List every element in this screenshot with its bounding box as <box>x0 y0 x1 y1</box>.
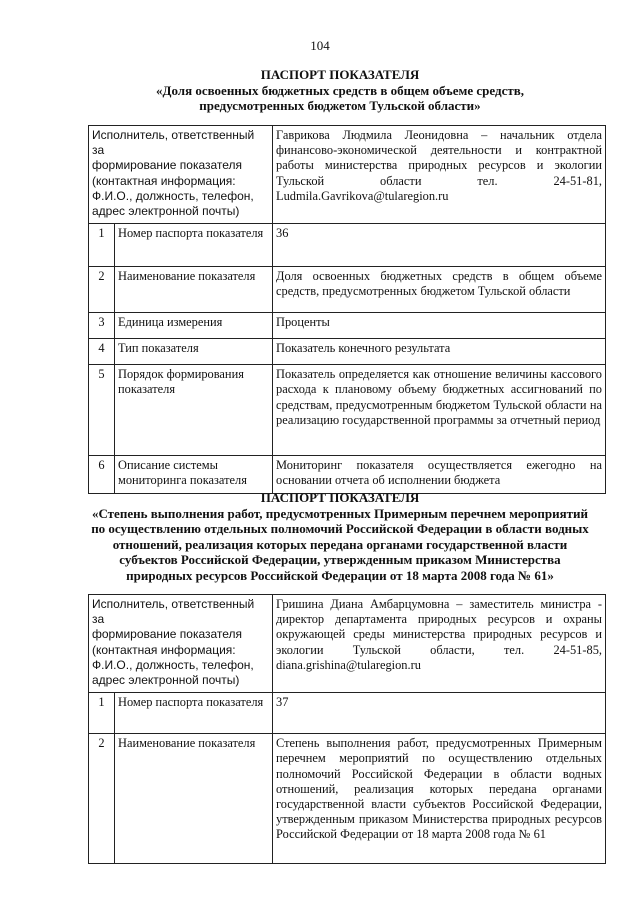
executor-value-line: экологии Тульской области, тел. 24-51-85, <box>276 642 602 657</box>
executor-row <box>89 126 606 224</box>
row-label: Единица измерения <box>115 313 273 339</box>
passport-table-36 <box>88 125 606 494</box>
row-number: 4 <box>89 339 115 365</box>
table-row <box>89 365 606 456</box>
executor-value-line: директор департамента природных ресурсов и охраны <box>276 612 602 627</box>
passport-title: ПАСПОРТ ПОКАЗАТЕЛЯ <box>260 67 420 82</box>
passport-subtitle-line: предусмотренных бюджетом Тульской области» <box>199 98 481 113</box>
row-value: Мониторинг показателя осуществляется ежегодно на основании отчета об исполнении бюджета <box>273 456 606 493</box>
row-value: Показатель конечного результата <box>273 339 606 365</box>
row-number: 1 <box>89 224 115 267</box>
page-number: 104 <box>310 38 330 53</box>
passport-title: ПАСПОРТ ПОКАЗАТЕЛЯ <box>260 490 420 505</box>
executor-label-line: формирование показателя <box>92 627 243 642</box>
passport-subtitle-line: «Доля освоенных бюджетных средств в общем объеме средств, <box>156 82 524 98</box>
row-value: 36 <box>273 224 606 267</box>
executor-label-line: Ф.И.О., должность, телефон, <box>92 657 254 672</box>
row-number: 5 <box>89 365 115 456</box>
executor-value-line: Гаврикова Людмила Леонидовна – начальник отдела <box>276 128 602 142</box>
table-row <box>89 693 606 734</box>
executor-label-line: Исполнитель, ответственный за <box>92 597 255 627</box>
executor-value-line: окружающей среды министерства природных ресурсов и <box>276 627 602 642</box>
table-row <box>89 734 606 864</box>
executor-label-line: адрес электронной почты) <box>92 673 240 688</box>
executor-email: Ludmila.Gavrikova@tularegion.ru <box>276 188 449 203</box>
table-row <box>89 456 606 493</box>
executor-label <box>89 595 273 693</box>
row-number: 2 <box>89 734 115 864</box>
passport-subtitle-line: «Степень выполнения работ, предусмотренных Примерным перечнем мероприятий <box>91 505 589 521</box>
row-label: Наименование показателя <box>115 734 273 864</box>
row-label: Наименование показателя <box>115 267 273 313</box>
row-number: 2 <box>89 267 115 313</box>
row-value: Степень выполнения работ, предусмотренных Примерным перечнем мероприятий по осуществлению отдельных полномочий Российской Федерации в области водных отношений, реализация которых передана органами государственной власти субъектов Российской Федерации, утвержденным приказом Министерства природных ресурсов Российской Федерации от 18 марта 2008 года № 61 <box>273 734 606 864</box>
executor-value-line: работы министерства природных ресурсов и экологии <box>276 158 602 173</box>
executor-label-line: формирование показателя <box>92 158 243 173</box>
executor-email: diana.grishina@tularegion.ru <box>276 657 421 672</box>
passport-subtitle-line: природных ресурсов Российской Федерации от 18 марта 2008 года № 61» <box>126 567 554 583</box>
executor-value-line: финансово-экономической деятельности и контрактной <box>276 143 602 158</box>
executor-label-line: Исполнитель, ответственный за <box>92 128 255 158</box>
table-row <box>89 313 606 339</box>
executor-row <box>89 595 606 693</box>
passport-subtitle-line: по осуществлению отдельных полномочий Российской Федерации в области водных <box>91 521 589 536</box>
executor-value <box>273 126 606 224</box>
executor-label-line: Ф.И.О., должность, телефон, <box>92 188 254 203</box>
passport-heading-37 <box>60 490 620 583</box>
executor-value-line: Гришина Диана Амбарцумовна – заместитель министра - <box>276 597 602 611</box>
row-number: 1 <box>89 693 115 734</box>
row-value: Доля освоенных бюджетных средств в общем объеме средств, предусмотренных бюджетом Тульской области <box>273 267 606 313</box>
row-label: Номер паспорта показателя <box>115 693 273 734</box>
passport-table-37 <box>88 594 606 864</box>
row-label: Номер паспорта показателя <box>115 224 273 267</box>
executor-label-line: (контактная информация: <box>92 642 236 657</box>
table-row <box>89 267 606 313</box>
executor-label-line: адрес электронной почты) <box>92 204 240 219</box>
executor-label-line: (контактная информация: <box>92 173 236 188</box>
table-row <box>89 224 606 267</box>
row-number: 6 <box>89 456 115 493</box>
row-label: Описание системы мониторинга показателя <box>115 456 273 493</box>
passport-heading-36 <box>60 67 620 114</box>
row-number: 3 <box>89 313 115 339</box>
executor-value-line: Тульской области тел. 24-51-81, <box>276 173 602 188</box>
table-row <box>89 339 606 365</box>
executor-label <box>89 126 273 224</box>
row-value: 37 <box>273 693 606 734</box>
row-value: Проценты <box>273 313 606 339</box>
executor-value <box>273 595 606 693</box>
passport-subtitle-line: отношений, реализация которых передана органами государственной власти <box>112 536 568 552</box>
row-label: Тип показателя <box>115 339 273 365</box>
row-value: Показатель определяется как отношение величины кассового расхода к плановому объему бюджетных ассигнований по средствам, предусмотренным бюджетом Тульской области на реализацию государственной программы за отчетный период <box>273 365 606 456</box>
row-label: Порядок формирования показателя <box>115 365 273 456</box>
passport-subtitle-line: субъектов Российской Федерации, утвержденным приказом Министерства <box>119 552 561 567</box>
